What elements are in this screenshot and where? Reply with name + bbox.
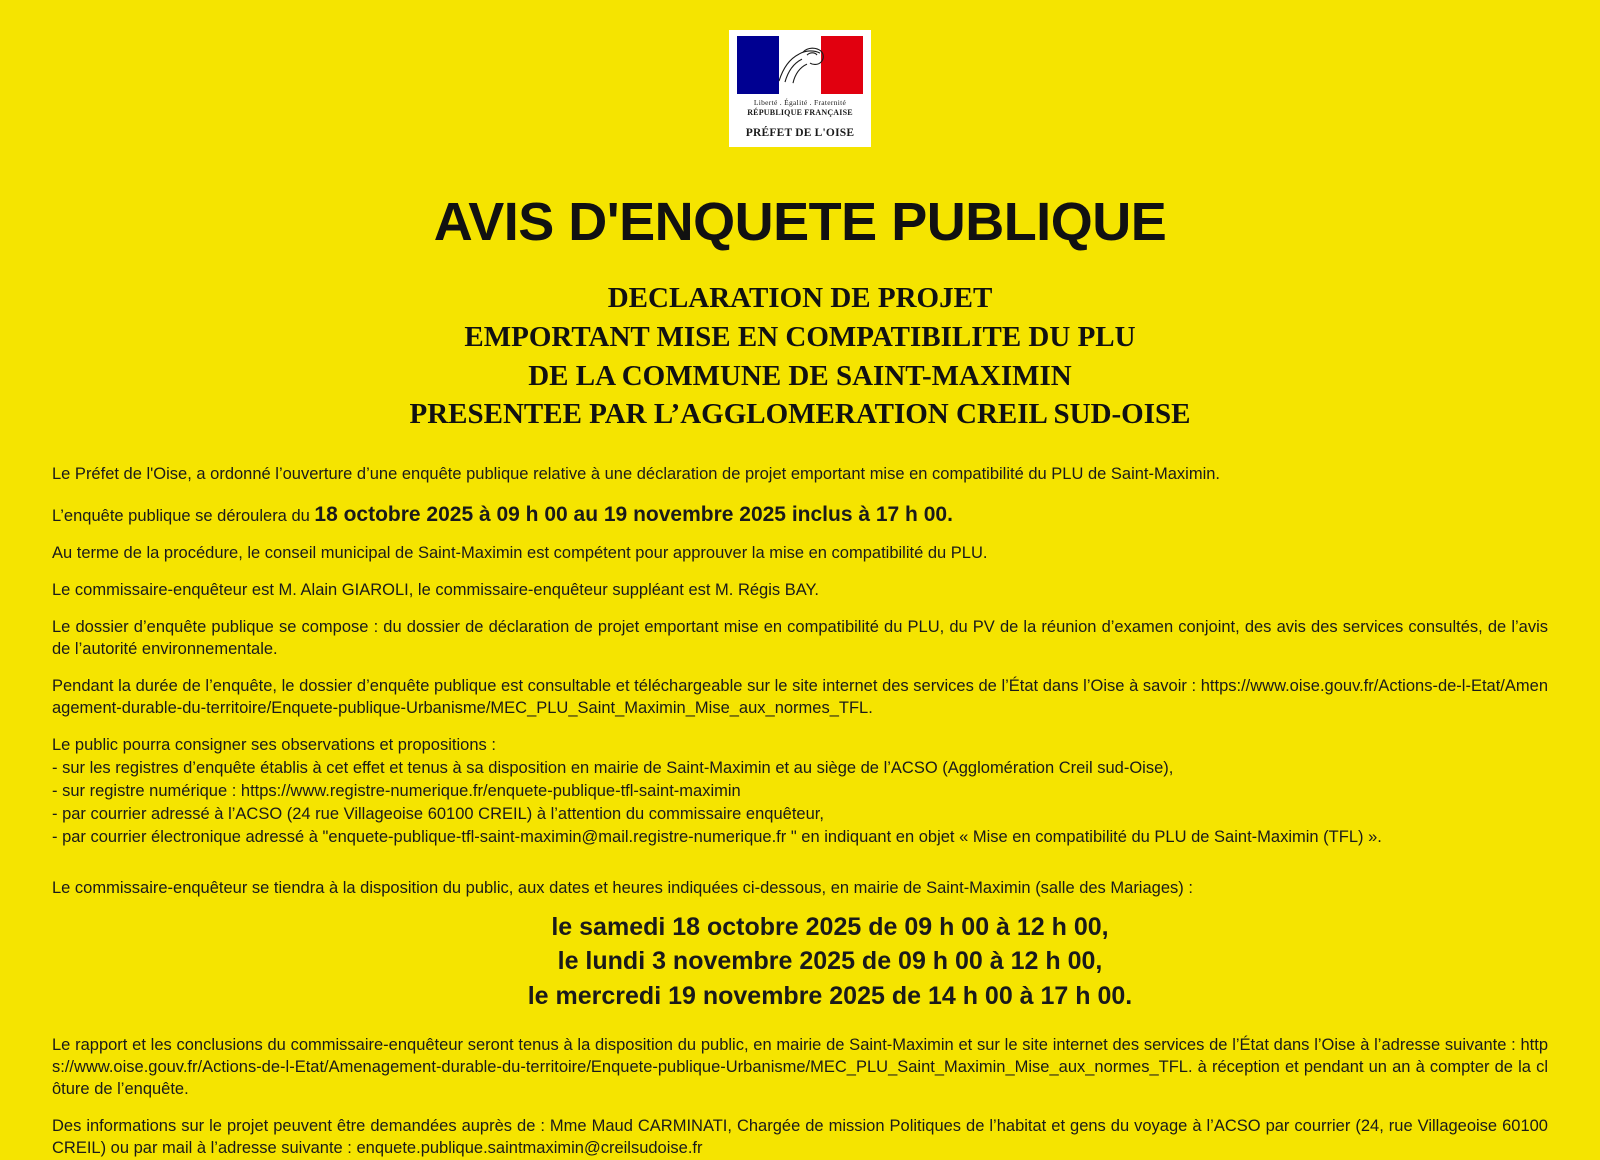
paragraph-intro: Le Préfet de l'Oise, a ordonné l’ouverture d’une enquête publique relative à une déclaration de projet emportant mise en compatibilité du PLU de Saint-Maximin.: [52, 464, 1221, 483]
marianne-icon: [773, 41, 827, 87]
devise-text: Liberté . Égalité . Fraternité: [753, 98, 847, 107]
dates-lead-text: L’enquête publique se déroulera du: [52, 506, 315, 525]
subtitle-line-3: DE LA COMMUNE DE SAINT-MAXIMIN: [528, 359, 1072, 392]
french-flag-icon: [737, 36, 863, 94]
notice-body: [52, 464, 1548, 1160]
logo-container: [52, 0, 1548, 147]
page-title: AVIS D'ENQUETE PUBLIQUE: [433, 192, 1167, 253]
permanence-dates-block: [52, 910, 1548, 1014]
permanence-date: le mercredi 19 novembre 2025 de 14 h 00 à 17 h 00.: [527, 981, 1133, 1010]
paragraph-contact: Des informations sur le projet peuvent être demandées auprès de : Mme Maud CARMINATI, Chargée de mission Politiques de l’habitat et gens du voyage à l’ACSO par courrier (24, rue Villageoise 60100 CREIL) ou par mail à l’adresse suivante : enquete.publique.saintmaximin@creilsudoise.fr: [52, 1117, 1548, 1157]
permanence-date: le samedi 18 octobre 2025 de 09 h 00 à 12 h 00,: [551, 912, 1109, 941]
observations-item: - sur registre numérique : https://www.registre-numerique.fr/enquete-publique-tfl-saint-maximin: [52, 781, 741, 800]
subtitle-line-1: DECLARATION DE PROJET: [607, 282, 993, 315]
paragraph-procedure: Au terme de la procédure, le conseil municipal de Saint-Maximin est compétent pour approuver la mise en compatibilité du PLU.: [52, 544, 988, 563]
observations-item: - sur les registres d’enquête établis à cet effet et tenus à sa disposition en mairie de Saint-Maximin et au siège de l’ACSO (Agglomération Creil sud-Oise),: [52, 759, 1174, 778]
observations-item: - par courrier électronique adressé à "enquete-publique-tfl-saint-maximin@mail.registre-numerique.fr " en indiquant en objet « Mise en compatibilité du PLU de Saint-Maximin (TFL) ».: [52, 827, 1382, 846]
subtitle-block: [52, 279, 1548, 433]
republique-francaise-text: RÉPUBLIQUE FRANÇAISE: [747, 108, 853, 118]
permanence-date: le lundi 3 novembre 2025 de 09 h 00 à 12 h 00,: [557, 947, 1103, 976]
dates-range-text: 18 octobre 2025 à 09 h 00 au 19 novembre 2025 inclus à 17 h 00.: [314, 502, 953, 526]
observations-intro: Le public pourra consigner ses observations et propositions :: [52, 736, 496, 755]
paragraph-consultation: Pendant la durée de l’enquête, le dossier d’enquête publique est consultable et téléchargeable sur le site internet des services de l’État dans l’Oise à savoir : https://www.oise.gouv.fr/Actions-de-l-Etat/Amenagement-durable-du-territoire/Enquete-publique-Urbanisme/MEC_PLU_Saint_Maximin_Mise_aux_normes_TFL.: [52, 677, 1548, 718]
observations-item: - par courrier adressé à l’ACSO (24 rue Villageoise 60100 CREIL) à l’attention du commissaire enquêteur,: [52, 804, 824, 823]
spacer: [52, 864, 1548, 878]
subtitle-line-4: PRESENTEE PAR L’AGGLOMERATION CREIL SUD-OISE: [409, 398, 1191, 431]
subtitle-line-2: EMPORTANT MISE EN COMPATIBILITE DU PLU: [464, 320, 1136, 353]
paragraph-permanences-intro: Le commissaire-enquêteur se tiendra à la disposition du public, aux dates et heures indiquées ci-dessous, en mairie de Saint-Maximin (salle des Mariages) :: [52, 878, 1193, 897]
observations-block: [52, 735, 1548, 849]
republic-logo-box: [729, 30, 871, 147]
paragraph-rapport: Le rapport et les conclusions du commissaire-enquêteur seront tenus à la disposition du public, en mairie de Saint-Maximin et sur le site internet des services de l’État dans l’Oise à l’adresse suivante : https://www.oise.gouv.fr/Actions-de-l-Etat/Amenagement-durable-du-territoire/Enquete-publique-Urbanisme/MEC_PLU_Saint_Maximin_Mise_aux_normes_TFL. à réception et pendant un an à compter de la clôture de l’enquête.: [52, 1036, 1548, 1099]
prefet-oise-text: PRÉFET DE L'OISE: [745, 127, 855, 140]
paragraph-dossier: Le dossier d’enquête publique se compose : du dossier de déclaration de projet emportant mise en compatibilité du PLU, du PV de la réunion d’examen conjoint, des avis des services consultés, de l’avis de l’autorité environnementale.: [52, 618, 1548, 659]
paragraph-commissaire: Le commissaire-enquêteur est M. Alain GIAROLI, le commissaire-enquêteur suppléant est M. Régis BAY.: [52, 581, 819, 600]
paragraph-dates: [52, 501, 1548, 529]
